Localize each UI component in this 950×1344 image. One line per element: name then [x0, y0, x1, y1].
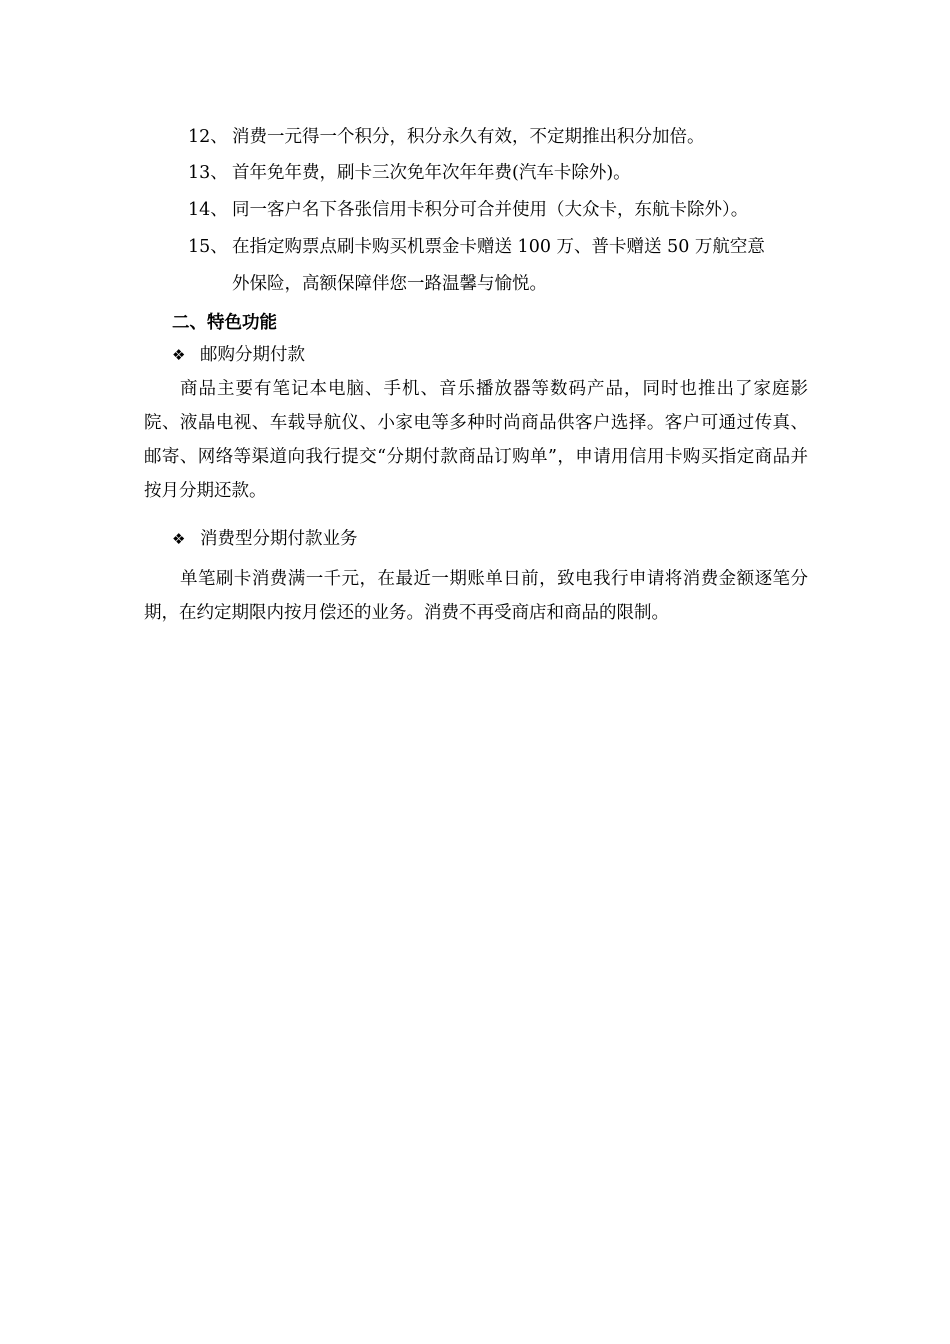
diamond-bullet-icon: ❖ — [172, 346, 186, 364]
list-item-number: 15、 — [188, 237, 228, 257]
list-item-number: 14、 — [188, 200, 228, 220]
feature-title-text: 消费型分期付款业务 — [200, 529, 358, 549]
list-item — [188, 230, 765, 264]
list-item-number: 12、 — [188, 127, 228, 147]
feature-title — [172, 522, 358, 556]
list-item — [188, 120, 705, 154]
list-item — [188, 156, 631, 190]
section-heading: 二、特色功能 — [172, 313, 277, 333]
feature-title — [172, 338, 305, 372]
diamond-bullet-icon: ❖ — [172, 530, 186, 548]
list-item-continuation: 外保险，高额保障伴您一路温馨与愉悦。 — [232, 274, 547, 294]
list-item-text: 在指定购票点刷卡购买机票金卡赠送 100 万、普卡赠送 50 万航空意 — [232, 237, 765, 257]
feature-description: 商品主要有笔记本电脑、手机、音乐播放器等数码产品，同时也推出了家庭影院、液晶电视、车载导航仪、小家电等多种时尚商品供客户选择。客户可通过传真、邮寄、网络等渠道向我行提交“分期付款商品订购单”，申请用信用卡购买指定商品并按月分期还款。 — [144, 379, 808, 501]
list-item-text: 消费一元得一个积分，积分永久有效，不定期推出积分加倍。 — [232, 127, 705, 147]
feature-description: 单笔刷卡消费满一千元，在最近一期账单日前，致电我行申请将消费金额逐笔分期，在约定期限内按月偿还的业务。消费不再受商店和商品的限制。 — [144, 569, 808, 623]
list-item-text: 同一客户名下各张信用卡积分可合并使用（大众卡，东航卡除外）。 — [232, 200, 749, 220]
list-item-number: 13、 — [188, 163, 228, 183]
list-item — [188, 193, 748, 227]
list-item-text: 首年免年费，刷卡三次免年次年年费(汽车卡除外)。 — [232, 163, 631, 183]
feature-title-text: 邮购分期付款 — [200, 345, 305, 365]
